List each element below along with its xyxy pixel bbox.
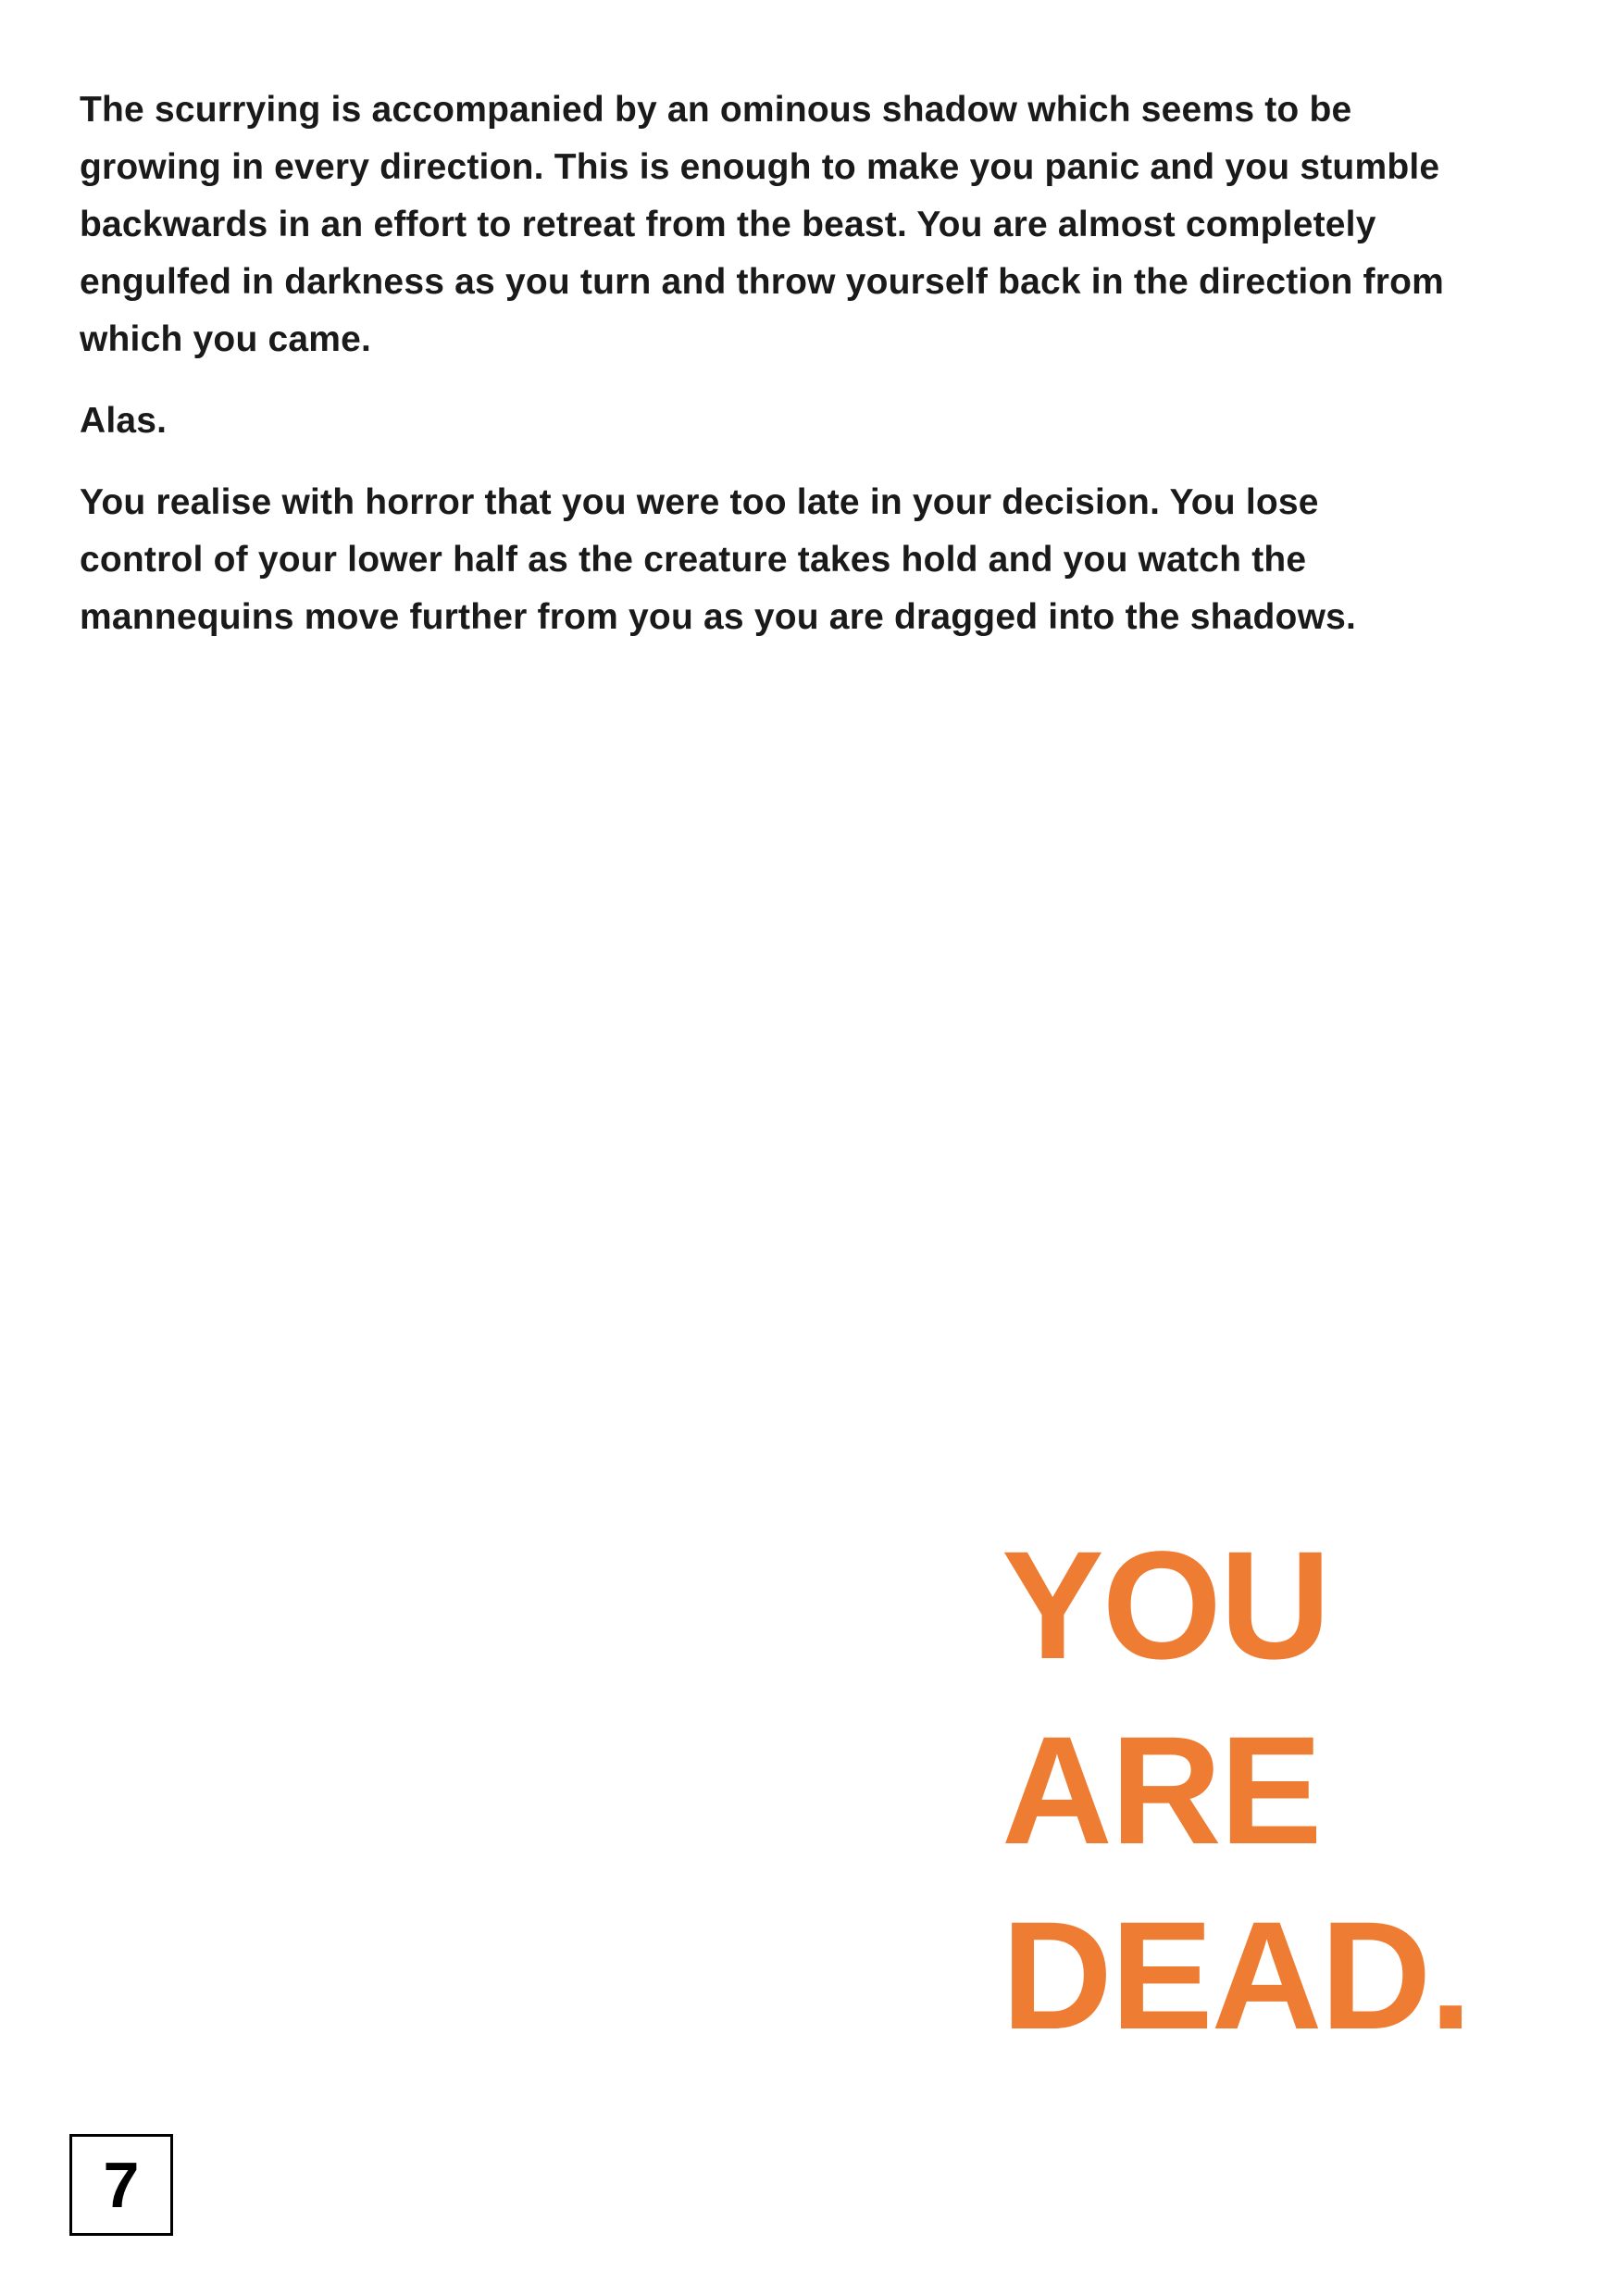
page-number: 7 [69, 2134, 173, 2236]
story-text [80, 81, 1561, 670]
story-paragraph-1: The scurrying is accompanied by an ominous shadow which seems to be growing in every direction. This is enough to make you panic and you stumble backwards in an effort to retreat from the beast. You are almost completely engulfed in darkness as you turn and throw yourself back in the direction from which you came. [80, 90, 1445, 359]
ending-banner [1002, 1514, 1470, 2069]
story-paragraph-2: Alas. [80, 401, 168, 441]
ending-line-1: YOU [1002, 1520, 1329, 1691]
ending-line-2: ARE [1002, 1705, 1321, 1877]
story-paragraph-3: You realise with horror that you were too late in your decision. You lose control of your lower half as the creature takes hold and you watch the mannequins move further from you as you are dragged into the shadows. [80, 482, 1357, 637]
ending-line-3: DEAD. [1002, 1890, 1471, 2062]
